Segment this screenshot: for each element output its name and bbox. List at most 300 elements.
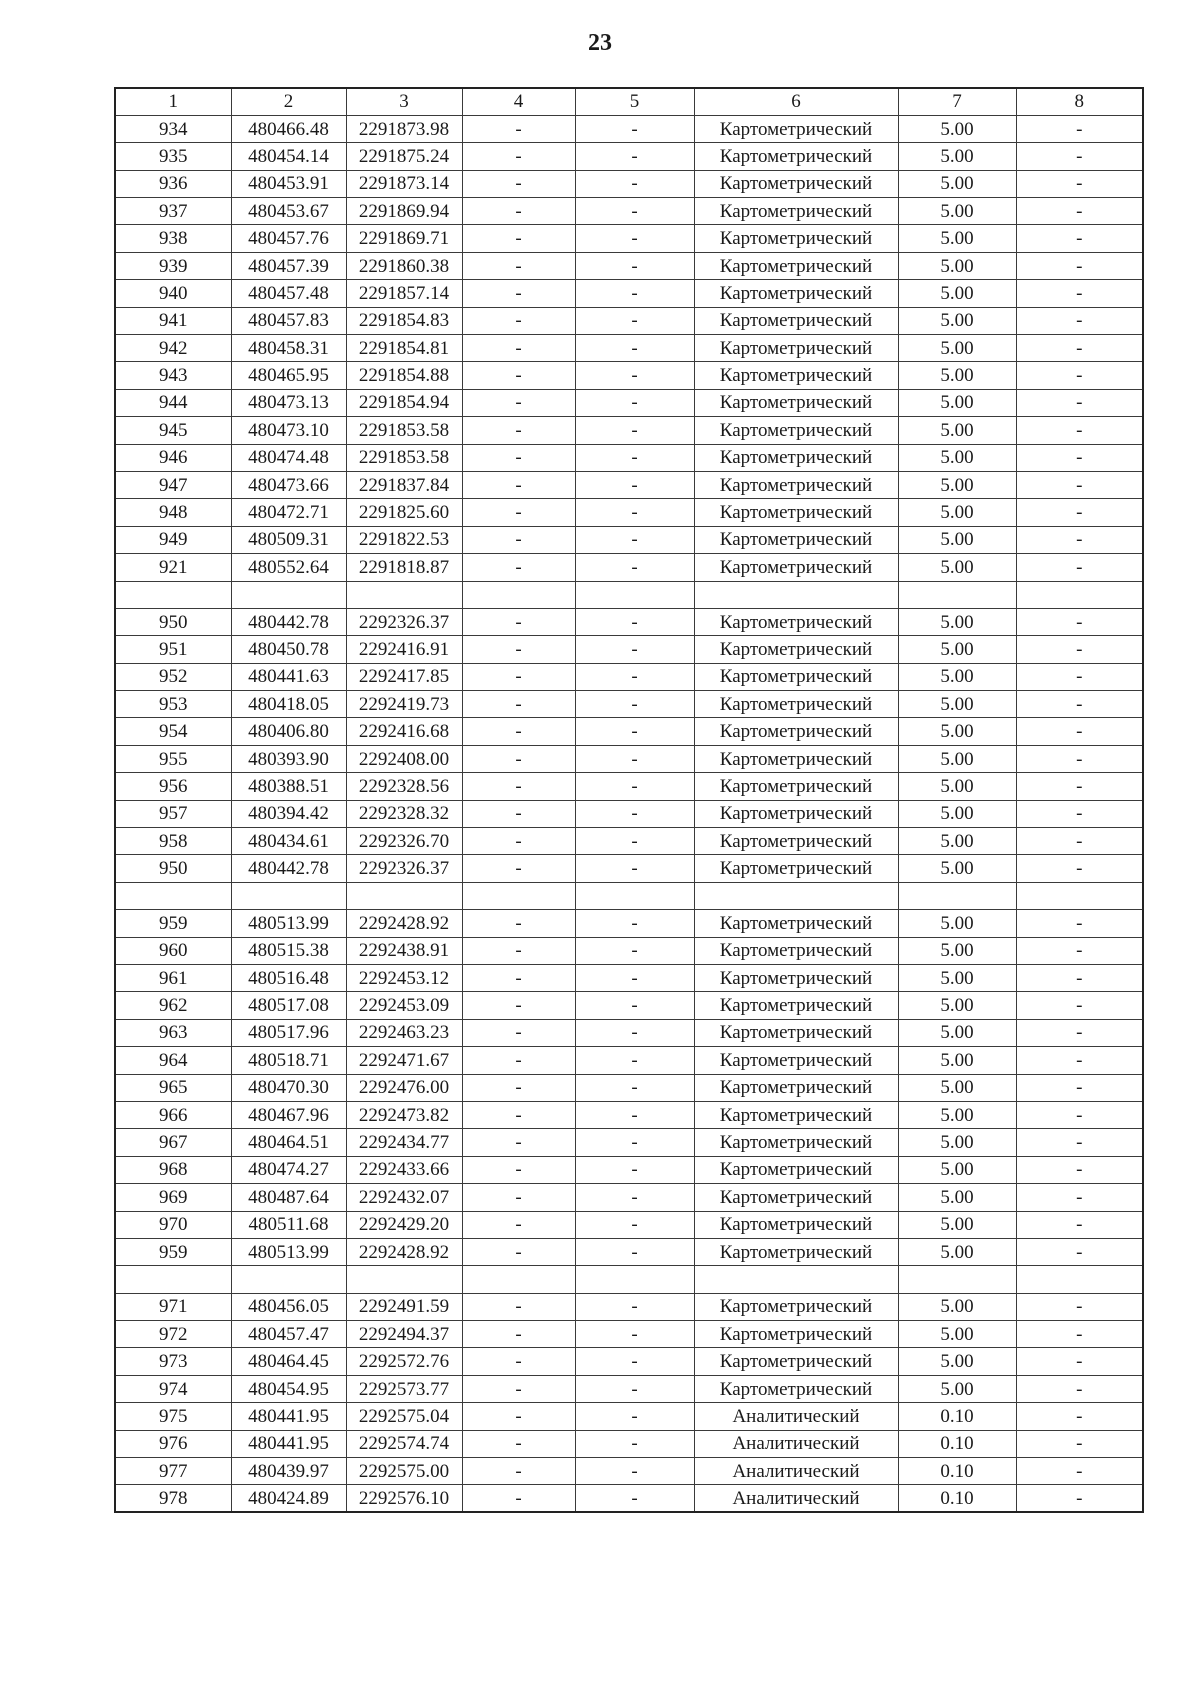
table-cell: 5.00 <box>898 663 1016 690</box>
table-cell: 480474.27 <box>231 1156 346 1183</box>
table-cell: 480487.64 <box>231 1184 346 1211</box>
table-cell: 2291857.14 <box>346 280 462 307</box>
table-row <box>115 608 1143 635</box>
table-cell: - <box>575 1458 694 1485</box>
table-cell: Картометрический <box>694 1129 898 1156</box>
table-cell: 2292438.91 <box>346 937 462 964</box>
table-cell: - <box>1016 1293 1143 1320</box>
table-cell: - <box>462 636 575 663</box>
table-cell: 2292416.91 <box>346 636 462 663</box>
table-cell: 480454.14 <box>231 143 346 170</box>
table-cell: 955 <box>115 745 231 772</box>
table-cell: 5.00 <box>898 745 1016 772</box>
table-cell: Картометрический <box>694 1074 898 1101</box>
table-cell: - <box>575 1074 694 1101</box>
table-cell: 480406.80 <box>231 718 346 745</box>
table-cell: 5.00 <box>898 198 1016 225</box>
table-row <box>115 471 1143 498</box>
table-cell: 480450.78 <box>231 636 346 663</box>
table-cell: 940 <box>115 280 231 307</box>
table-cell: 957 <box>115 800 231 827</box>
table-cell: 5.00 <box>898 1238 1016 1265</box>
table-cell: 480457.76 <box>231 225 346 252</box>
table-cell: - <box>1016 1403 1143 1430</box>
table-cell: - <box>1016 773 1143 800</box>
table-cell: 2292408.00 <box>346 745 462 772</box>
separator-row <box>115 581 1143 608</box>
table-cell: - <box>462 198 575 225</box>
table-cell: Картометрический <box>694 1156 898 1183</box>
table-cell: 976 <box>115 1430 231 1457</box>
table-cell: Картометрический <box>694 170 898 197</box>
table-cell: 2292428.92 <box>346 910 462 937</box>
table-cell: - <box>575 1375 694 1402</box>
table-row <box>115 1074 1143 1101</box>
table-row <box>115 1129 1143 1156</box>
table-cell: - <box>462 1047 575 1074</box>
table-cell: - <box>1016 1238 1143 1265</box>
table-cell: - <box>575 225 694 252</box>
table-cell <box>346 882 462 909</box>
table-cell: 5.00 <box>898 855 1016 882</box>
table-cell: 5.00 <box>898 280 1016 307</box>
table-cell: - <box>1016 280 1143 307</box>
table-cell: - <box>575 1321 694 1348</box>
table-row <box>115 1019 1143 1046</box>
table-cell: - <box>1016 444 1143 471</box>
table-cell <box>575 882 694 909</box>
table-cell: - <box>462 1485 575 1512</box>
table-cell <box>898 1266 1016 1293</box>
table-cell: 951 <box>115 636 231 663</box>
table-cell: - <box>1016 855 1143 882</box>
table-cell: Картометрический <box>694 1101 898 1128</box>
table-cell: - <box>575 1238 694 1265</box>
table-cell: Картометрический <box>694 444 898 471</box>
table-cell: - <box>462 143 575 170</box>
table-cell: - <box>462 773 575 800</box>
table-cell: - <box>462 225 575 252</box>
table-cell: 480470.30 <box>231 1074 346 1101</box>
table-cell: - <box>575 1184 694 1211</box>
table-row <box>115 910 1143 937</box>
table-cell: - <box>462 1184 575 1211</box>
table-cell: Картометрический <box>694 1375 898 1402</box>
table-row <box>115 362 1143 389</box>
table-cell: 938 <box>115 225 231 252</box>
table-cell: 2292572.76 <box>346 1348 462 1375</box>
table-cell: 5.00 <box>898 1211 1016 1238</box>
table-cell: - <box>575 335 694 362</box>
table-cell: 480441.63 <box>231 663 346 690</box>
table-row <box>115 280 1143 307</box>
table-cell: 2292434.77 <box>346 1129 462 1156</box>
table-cell: - <box>575 471 694 498</box>
table-cell: 2292428.92 <box>346 1238 462 1265</box>
table-cell: 953 <box>115 691 231 718</box>
table-row <box>115 1348 1143 1375</box>
table-cell: 963 <box>115 1019 231 1046</box>
table-cell: - <box>462 691 575 718</box>
table-cell: - <box>1016 1101 1143 1128</box>
table-cell: 2292416.68 <box>346 718 462 745</box>
table-cell: Картометрический <box>694 198 898 225</box>
table-cell: 954 <box>115 718 231 745</box>
table-cell: 480457.47 <box>231 1321 346 1348</box>
table-cell: Картометрический <box>694 471 898 498</box>
table-row <box>115 1375 1143 1402</box>
table-cell: - <box>1016 663 1143 690</box>
table-cell: - <box>1016 992 1143 1019</box>
table-cell: 966 <box>115 1101 231 1128</box>
table-cell: - <box>462 1321 575 1348</box>
table-cell: Картометрический <box>694 1238 898 1265</box>
table-row <box>115 1485 1143 1512</box>
table-cell: 2291825.60 <box>346 499 462 526</box>
table-cell: 934 <box>115 115 231 142</box>
table-cell: 956 <box>115 773 231 800</box>
table-cell: - <box>1016 362 1143 389</box>
table-cell: 480473.13 <box>231 389 346 416</box>
table-cell: 5.00 <box>898 471 1016 498</box>
table-cell: - <box>462 1074 575 1101</box>
table-cell: - <box>1016 691 1143 718</box>
table-cell: - <box>575 417 694 444</box>
table-cell: Картометрический <box>694 307 898 334</box>
table-cell: 2291837.84 <box>346 471 462 498</box>
table-cell: 5.00 <box>898 773 1016 800</box>
table-cell: 5.00 <box>898 1156 1016 1183</box>
table-cell: 971 <box>115 1293 231 1320</box>
table-cell: 5.00 <box>898 828 1016 855</box>
table-cell: - <box>1016 1321 1143 1348</box>
table-cell: 959 <box>115 1238 231 1265</box>
table-cell: - <box>462 992 575 1019</box>
table-cell: - <box>575 636 694 663</box>
column-header: 3 <box>346 88 462 115</box>
table-cell: 973 <box>115 1348 231 1375</box>
table-cell <box>462 581 575 608</box>
table-cell: 5.00 <box>898 992 1016 1019</box>
table-cell: - <box>1016 1184 1143 1211</box>
table-cell: Картометрический <box>694 855 898 882</box>
table-cell: 2292575.04 <box>346 1403 462 1430</box>
table-cell: - <box>1016 965 1143 992</box>
table-cell: - <box>462 937 575 964</box>
table-cell: - <box>462 307 575 334</box>
table-cell: - <box>462 471 575 498</box>
table-row <box>115 1293 1143 1320</box>
table-cell <box>231 882 346 909</box>
table-cell: 959 <box>115 910 231 937</box>
table-cell: - <box>1016 1430 1143 1457</box>
table-cell: - <box>1016 1047 1143 1074</box>
table-cell: 480394.42 <box>231 800 346 827</box>
table-cell: Аналитический <box>694 1430 898 1457</box>
table-cell: - <box>1016 1375 1143 1402</box>
table-cell: 2292453.09 <box>346 992 462 1019</box>
table-cell: 5.00 <box>898 608 1016 635</box>
table-cell: 480474.48 <box>231 444 346 471</box>
table-cell: 480516.48 <box>231 965 346 992</box>
table-cell: 0.10 <box>898 1403 1016 1430</box>
table-cell: - <box>1016 1211 1143 1238</box>
table-row <box>115 417 1143 444</box>
table-cell: 480518.71 <box>231 1047 346 1074</box>
table-cell: - <box>1016 800 1143 827</box>
table-cell: 5.00 <box>898 362 1016 389</box>
table-row <box>115 1184 1143 1211</box>
table-cell: 2291854.94 <box>346 389 462 416</box>
table-cell: 969 <box>115 1184 231 1211</box>
table-cell: - <box>1016 389 1143 416</box>
table-cell: 5.00 <box>898 718 1016 745</box>
table-cell: 2292326.70 <box>346 828 462 855</box>
table-cell: Картометрический <box>694 828 898 855</box>
table-cell: - <box>462 718 575 745</box>
table-cell: 5.00 <box>898 417 1016 444</box>
table-cell: Картометрический <box>694 663 898 690</box>
table-row <box>115 992 1143 1019</box>
table-cell: Картометрический <box>694 718 898 745</box>
table-cell: - <box>462 1430 575 1457</box>
table-cell: - <box>575 1156 694 1183</box>
table-cell: - <box>1016 170 1143 197</box>
table-cell: Картометрический <box>694 1293 898 1320</box>
table-cell: 5.00 <box>898 965 1016 992</box>
table-cell <box>115 882 231 909</box>
table-cell: - <box>575 718 694 745</box>
table-cell: 480439.97 <box>231 1458 346 1485</box>
table-cell: 2291818.87 <box>346 554 462 581</box>
table-cell: 952 <box>115 663 231 690</box>
table-cell: Картометрический <box>694 745 898 772</box>
table-cell: 945 <box>115 417 231 444</box>
table-cell: - <box>462 1293 575 1320</box>
table-cell: 2292433.66 <box>346 1156 462 1183</box>
table-cell <box>575 581 694 608</box>
table-cell: 5.00 <box>898 1129 1016 1156</box>
table-cell: 961 <box>115 965 231 992</box>
table-cell: 944 <box>115 389 231 416</box>
table-cell: 975 <box>115 1403 231 1430</box>
table-row <box>115 1047 1143 1074</box>
table-cell: 2292417.85 <box>346 663 462 690</box>
table-cell <box>115 581 231 608</box>
table-cell: 480441.95 <box>231 1403 346 1430</box>
table-cell: - <box>1016 198 1143 225</box>
table-cell: - <box>575 526 694 553</box>
table-cell: Картометрический <box>694 417 898 444</box>
table-cell: - <box>462 1403 575 1430</box>
table-row <box>115 1101 1143 1128</box>
table-cell: 5.00 <box>898 143 1016 170</box>
table-cell: 480466.48 <box>231 115 346 142</box>
table-cell: - <box>575 1348 694 1375</box>
table-row <box>115 636 1143 663</box>
table-cell: 480472.71 <box>231 499 346 526</box>
table-cell: 2291875.24 <box>346 143 462 170</box>
table-row <box>115 499 1143 526</box>
table-cell: - <box>1016 1348 1143 1375</box>
table-cell: 5.00 <box>898 636 1016 663</box>
table-cell: 5.00 <box>898 225 1016 252</box>
table-cell <box>898 581 1016 608</box>
table-header-row <box>115 88 1143 115</box>
table-cell: 946 <box>115 444 231 471</box>
table-cell: - <box>1016 471 1143 498</box>
table-cell: - <box>462 855 575 882</box>
table-cell: - <box>1016 910 1143 937</box>
table-cell: - <box>575 554 694 581</box>
table-row <box>115 1458 1143 1485</box>
table-cell: 480457.48 <box>231 280 346 307</box>
table-cell: - <box>575 608 694 635</box>
table-cell: - <box>462 335 575 362</box>
table-cell: - <box>462 526 575 553</box>
table-cell: - <box>462 745 575 772</box>
table-cell: 936 <box>115 170 231 197</box>
column-header: 7 <box>898 88 1016 115</box>
table-row <box>115 691 1143 718</box>
table-cell: - <box>462 663 575 690</box>
table-cell: - <box>1016 1074 1143 1101</box>
table-cell: - <box>462 554 575 581</box>
table-cell: 5.00 <box>898 1101 1016 1128</box>
table-cell: 480457.39 <box>231 252 346 279</box>
table-cell: 5.00 <box>898 1348 1016 1375</box>
table-cell: 5.00 <box>898 252 1016 279</box>
column-header: 6 <box>694 88 898 115</box>
table-cell: - <box>462 1019 575 1046</box>
table-cell: - <box>1016 1485 1143 1512</box>
table-cell: 2291853.58 <box>346 417 462 444</box>
table-cell: 977 <box>115 1458 231 1485</box>
table-cell: 0.10 <box>898 1458 1016 1485</box>
table-cell: 480388.51 <box>231 773 346 800</box>
table-cell: 5.00 <box>898 115 1016 142</box>
table-cell: 2292453.12 <box>346 965 462 992</box>
table-cell: - <box>1016 718 1143 745</box>
table-cell: 2291860.38 <box>346 252 462 279</box>
table-cell: 5.00 <box>898 335 1016 362</box>
table-row <box>115 198 1143 225</box>
table-cell <box>231 581 346 608</box>
table-cell: - <box>1016 745 1143 772</box>
table-cell: Картометрический <box>694 636 898 663</box>
table-cell: 5.00 <box>898 1184 1016 1211</box>
table-cell: - <box>462 800 575 827</box>
table-cell: Аналитический <box>694 1403 898 1430</box>
table-cell: 480442.78 <box>231 855 346 882</box>
table-cell: Картометрический <box>694 937 898 964</box>
table-row <box>115 252 1143 279</box>
table-row <box>115 170 1143 197</box>
table-cell: 972 <box>115 1321 231 1348</box>
table-cell: Аналитический <box>694 1458 898 1485</box>
table-cell: 5.00 <box>898 910 1016 937</box>
table-cell: - <box>462 115 575 142</box>
table-cell: 974 <box>115 1375 231 1402</box>
table-cell: 5.00 <box>898 1321 1016 1348</box>
table-cell: 5.00 <box>898 170 1016 197</box>
table-cell: - <box>1016 1019 1143 1046</box>
table-cell: - <box>462 444 575 471</box>
table-row <box>115 1321 1143 1348</box>
table-cell: 2292419.73 <box>346 691 462 718</box>
table-cell: 0.10 <box>898 1430 1016 1457</box>
table-cell: 965 <box>115 1074 231 1101</box>
table-cell: Картометрический <box>694 499 898 526</box>
table-cell: 480552.64 <box>231 554 346 581</box>
table-cell: - <box>462 828 575 855</box>
table-cell: 2291854.83 <box>346 307 462 334</box>
table-cell: - <box>575 444 694 471</box>
table-cell: - <box>1016 1156 1143 1183</box>
table-cell: Картометрический <box>694 225 898 252</box>
table-cell: - <box>575 252 694 279</box>
table-cell: Картометрический <box>694 608 898 635</box>
table-cell: 2292576.10 <box>346 1485 462 1512</box>
table-row <box>115 800 1143 827</box>
table-cell: 960 <box>115 937 231 964</box>
table-cell: 962 <box>115 992 231 1019</box>
table-cell: Картометрический <box>694 910 898 937</box>
table-cell: 5.00 <box>898 1293 1016 1320</box>
table-cell: 2291873.14 <box>346 170 462 197</box>
table-cell: Картометрический <box>694 773 898 800</box>
table-cell: - <box>462 1458 575 1485</box>
table-cell: - <box>575 280 694 307</box>
table-row <box>115 965 1143 992</box>
table-cell: 937 <box>115 198 231 225</box>
table-cell: - <box>575 773 694 800</box>
table-cell: 480473.10 <box>231 417 346 444</box>
table-cell: 2292328.32 <box>346 800 462 827</box>
table-cell: - <box>575 855 694 882</box>
table-cell: 967 <box>115 1129 231 1156</box>
table-cell: Картометрический <box>694 335 898 362</box>
table-cell: - <box>575 691 694 718</box>
table-cell: - <box>1016 225 1143 252</box>
table-row <box>115 745 1143 772</box>
table-cell: 2291869.94 <box>346 198 462 225</box>
table-cell: - <box>462 1238 575 1265</box>
table-cell: 939 <box>115 252 231 279</box>
table-cell <box>575 1266 694 1293</box>
table-cell: - <box>575 499 694 526</box>
table-cell: 948 <box>115 499 231 526</box>
table-cell <box>694 1266 898 1293</box>
table-cell: 2291822.53 <box>346 526 462 553</box>
table-row <box>115 225 1143 252</box>
table-cell: 5.00 <box>898 554 1016 581</box>
table-cell: 2291873.98 <box>346 115 462 142</box>
table-cell: 5.00 <box>898 444 1016 471</box>
table-cell: 480424.89 <box>231 1485 346 1512</box>
table-cell: - <box>575 115 694 142</box>
table-cell: - <box>1016 608 1143 635</box>
table-cell: 5.00 <box>898 1019 1016 1046</box>
table-cell: 480442.78 <box>231 608 346 635</box>
table-cell <box>694 882 898 909</box>
table-cell: - <box>1016 828 1143 855</box>
table-cell: 480517.08 <box>231 992 346 1019</box>
table-cell: - <box>462 170 575 197</box>
table-row <box>115 773 1143 800</box>
table-cell: Картометрический <box>694 362 898 389</box>
table-row <box>115 1238 1143 1265</box>
